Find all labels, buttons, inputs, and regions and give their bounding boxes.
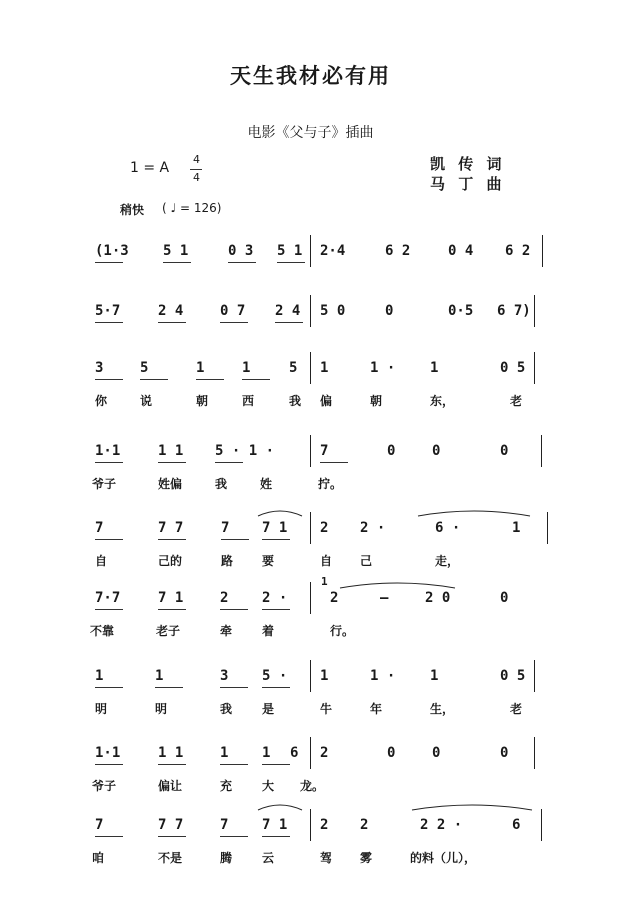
- lyric-syllable: 着: [262, 624, 275, 638]
- lyric-syllable: 走，: [435, 554, 460, 568]
- note-group: 7 1: [262, 817, 288, 833]
- lyric-syllable: 说: [140, 394, 153, 408]
- lyric-syllable: 年: [370, 702, 383, 716]
- note-group: 0 3: [228, 243, 254, 259]
- note-group: 2 4: [158, 303, 184, 319]
- note-group: 5 0: [320, 303, 346, 319]
- note-group: 0·5: [448, 303, 474, 319]
- lyric-syllable: 雾: [360, 851, 373, 865]
- lyric-syllable: 路: [221, 554, 234, 568]
- lyric-syllable: 老: [510, 394, 523, 408]
- lyric-syllable: 偏: [320, 394, 333, 408]
- note-group: 0 7: [220, 303, 246, 319]
- lyric-syllable: 自: [320, 554, 333, 568]
- slur-arc: [412, 805, 532, 810]
- note-group: 7 1: [262, 520, 288, 536]
- note-group: 5 1: [277, 243, 303, 259]
- note-group: 2: [220, 590, 229, 606]
- note-group: 1: [320, 668, 329, 684]
- lyric-syllable: 西: [242, 394, 255, 408]
- note-group: 7: [220, 817, 229, 833]
- key-signature: 1 = A: [130, 160, 170, 176]
- lyric-syllable: 我: [220, 702, 233, 716]
- note-group: 0: [500, 443, 509, 459]
- note-group: 3: [95, 360, 104, 376]
- lyric-syllable: 云: [262, 851, 275, 865]
- note-group: 1: [430, 668, 439, 684]
- note-group: 7 7: [158, 817, 184, 833]
- note-group: 5 1: [163, 243, 189, 259]
- slur-arc: [258, 805, 302, 810]
- note-group: 2: [360, 817, 369, 833]
- lyric-syllable: 咱: [92, 851, 105, 865]
- lyric-syllable: 自: [95, 554, 108, 568]
- lyric-syllable: 腾: [220, 851, 233, 865]
- note-group: 5 · 1 ·: [215, 443, 275, 459]
- lyric-syllable: 是: [262, 702, 275, 716]
- lyric-syllable: 老子: [156, 624, 181, 638]
- note-group: 3: [220, 668, 229, 684]
- slur-arc: [418, 511, 530, 516]
- note-group: 1: [512, 520, 521, 536]
- note-group: 6 2: [385, 243, 411, 259]
- note-group: 7·7: [95, 590, 121, 606]
- lyric-syllable: 东，: [430, 394, 455, 408]
- note-group: 0: [387, 745, 396, 761]
- note-group: 2 ·: [262, 590, 288, 606]
- note-group: 7: [221, 520, 230, 536]
- lyric-syllable: 驾: [320, 851, 333, 865]
- note-group: 1·1: [95, 443, 121, 459]
- tempo-label: 稍快: [120, 203, 145, 217]
- lyric-syllable: 生，: [430, 702, 455, 716]
- note-group: 1: [320, 360, 329, 376]
- lyric-syllable: 明: [155, 702, 168, 716]
- time-sig-denominator: 4: [193, 171, 200, 184]
- lyric-syllable: 行。: [330, 624, 355, 638]
- note-group: 2 ·: [360, 520, 386, 536]
- note-group: 5 ·: [262, 668, 288, 684]
- note-group: 2 4: [275, 303, 301, 319]
- note-group: 6 ·: [435, 520, 461, 536]
- lyric-syllable: 朝: [196, 394, 209, 408]
- note-group: 2 0: [425, 590, 451, 606]
- tempo-marking: ( ♩ = 126): [162, 201, 222, 215]
- slur-arc: [258, 511, 302, 516]
- lyric-syllable: 牵: [220, 624, 233, 638]
- lyric-syllable: 要: [262, 554, 275, 568]
- note-group: 1: [262, 745, 271, 761]
- lyric-syllable: 充: [220, 779, 233, 793]
- note-group: (1·3: [95, 243, 129, 259]
- note-group: 7: [95, 817, 104, 833]
- composer-credit: 马 丁 曲: [430, 175, 506, 193]
- note-group: 6 2: [505, 243, 531, 259]
- lyric-syllable: 爷子: [92, 477, 117, 491]
- lyric-syllable: 拧。: [318, 477, 343, 491]
- note-group: 6 7): [497, 303, 531, 319]
- song-subtitle: 电影《父与子》插曲: [247, 125, 374, 141]
- lyric-syllable: 龙。: [300, 779, 325, 793]
- note-group: —: [380, 590, 389, 606]
- note-group: 0 5: [500, 360, 526, 376]
- note-group: 5: [289, 360, 298, 376]
- note-group: 0: [500, 590, 509, 606]
- note-group: 1: [220, 745, 229, 761]
- note-group: 0: [387, 443, 396, 459]
- note-group: 6: [512, 817, 521, 833]
- song-title: 天生我材必有用: [230, 64, 391, 88]
- lyric-syllable: 姓: [260, 477, 273, 491]
- lyric-syllable: 朝: [370, 394, 383, 408]
- lyric-syllable: 己: [360, 554, 373, 568]
- note-group: 5: [140, 360, 149, 376]
- note-group: 1 ·: [370, 360, 396, 376]
- note-group: 2: [320, 745, 329, 761]
- note-group: 2·4: [320, 243, 346, 259]
- note-group: 1: [242, 360, 251, 376]
- note-group: 0 4: [448, 243, 474, 259]
- note-group: 2: [330, 590, 339, 606]
- note-group: 7 7: [158, 520, 184, 536]
- note-group: 1: [196, 360, 205, 376]
- note-group: 2: [320, 520, 329, 536]
- lyric-syllable: 明: [95, 702, 108, 716]
- note-group: 7 1: [158, 590, 184, 606]
- note-group: 0: [385, 303, 394, 319]
- lyric-syllable: 不是: [158, 851, 183, 865]
- lyric-syllable: 老: [510, 702, 523, 716]
- note-group: 1: [430, 360, 439, 376]
- lyric-syllable: 你: [95, 394, 108, 408]
- lyric-syllable: 偏让: [158, 779, 183, 793]
- lyric-syllable: 我: [215, 477, 228, 491]
- note-group: 2: [320, 817, 329, 833]
- lyric-syllable: 爷子: [92, 779, 117, 793]
- note-group: 5·7: [95, 303, 121, 319]
- lyric-syllable: 不靠: [90, 624, 115, 638]
- note-group: 0: [432, 443, 441, 459]
- note-group: 0: [432, 745, 441, 761]
- lyric-syllable: 我: [289, 394, 302, 408]
- lyric-syllable: 的料（儿），: [410, 851, 477, 865]
- lyricist-credit: 凯 传 词: [430, 155, 506, 173]
- note-group: 1 ·: [370, 668, 396, 684]
- time-sig-numerator: 4: [193, 153, 200, 166]
- note-group: 1 1: [158, 745, 184, 761]
- note-group: 1: [95, 668, 104, 684]
- note-group: 2 2 ·: [420, 817, 463, 833]
- note-group: 6: [290, 745, 299, 761]
- volta-label: 1: [321, 575, 328, 588]
- lyric-syllable: 大: [262, 779, 275, 793]
- note-group: 0: [500, 745, 509, 761]
- note-group: 7: [320, 443, 329, 459]
- note-group: 1: [155, 668, 164, 684]
- lyric-syllable: 牛: [320, 702, 333, 716]
- slur-arc: [340, 583, 455, 588]
- lyric-syllable: 姓偏: [158, 477, 183, 491]
- lyric-syllable: 己的: [158, 554, 183, 568]
- note-group: 1 1: [158, 443, 184, 459]
- note-group: 0 5: [500, 668, 526, 684]
- note-group: 1·1: [95, 745, 121, 761]
- note-group: 7: [95, 520, 104, 536]
